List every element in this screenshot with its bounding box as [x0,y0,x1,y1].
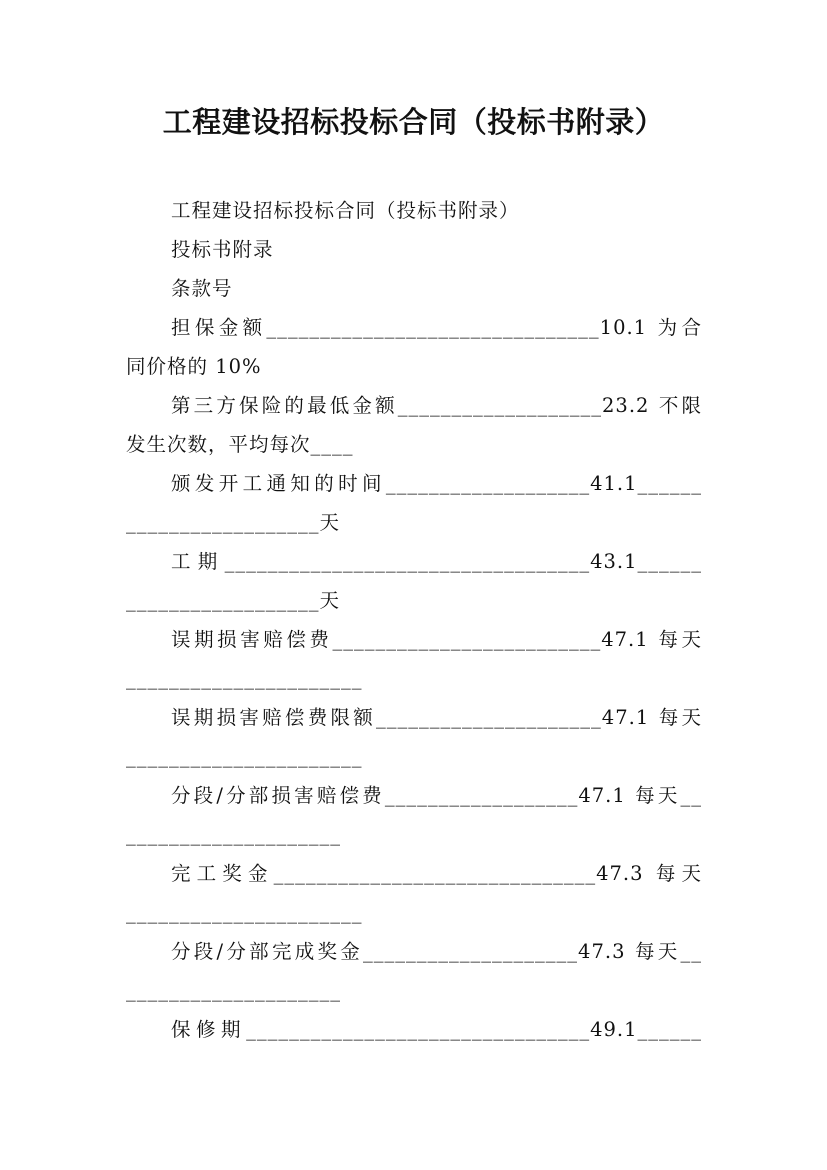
commencement-notice-cont: __________________天 [126,511,341,534]
commencement-notice-line: 颁发开工通知的时间___________________41.1______ [171,472,702,495]
clause-number-label: 条款号 [171,277,233,300]
body-heading: 工程建设招标投标合同（投标书附录） [171,199,520,222]
section-completion-bonus-line: 分段/分部完成奖金____________________47.3 每天__ [171,940,702,963]
third-party-insurance-cont: 发生次数，平均每次____ [126,433,354,456]
delay-damages-limit-cont: ______________________ [126,745,363,768]
delay-damages-line: 误期损害赔偿费_________________________47.1 每天 [171,628,702,651]
section-damages-line: 分段/分部损害赔偿费__________________47.1 每天__ [171,784,702,807]
third-party-insurance-line: 第三方保险的最低金额___________________23.2 不限 [171,394,702,417]
warranty-period-line: 保修期________________________________49.1______ [171,1018,702,1041]
delay-damages-cont: ______________________ [126,667,363,690]
guarantee-amount-line: 担保金额_______________________________10.1 为合 [171,316,702,339]
guarantee-amount-cont: 同价格的 10% [126,355,262,378]
section-damages-cont: ____________________ [126,823,341,846]
delay-damages-limit-line: 误期损害赔偿费限额_____________________47.1 每天 [171,706,702,729]
appendix-label: 投标书附录 [171,238,274,261]
section-completion-bonus-cont: ____________________ [126,979,341,1002]
completion-bonus-cont: ______________________ [126,901,363,924]
construction-period-cont: __________________天 [126,589,341,612]
document-title: 工程建设招标投标合同（投标书附录） [162,105,665,139]
completion-bonus-line: 完工奖金______________________________47.3 每天 [171,862,702,885]
construction-period-line: 工期__________________________________43.1______ [171,550,702,573]
